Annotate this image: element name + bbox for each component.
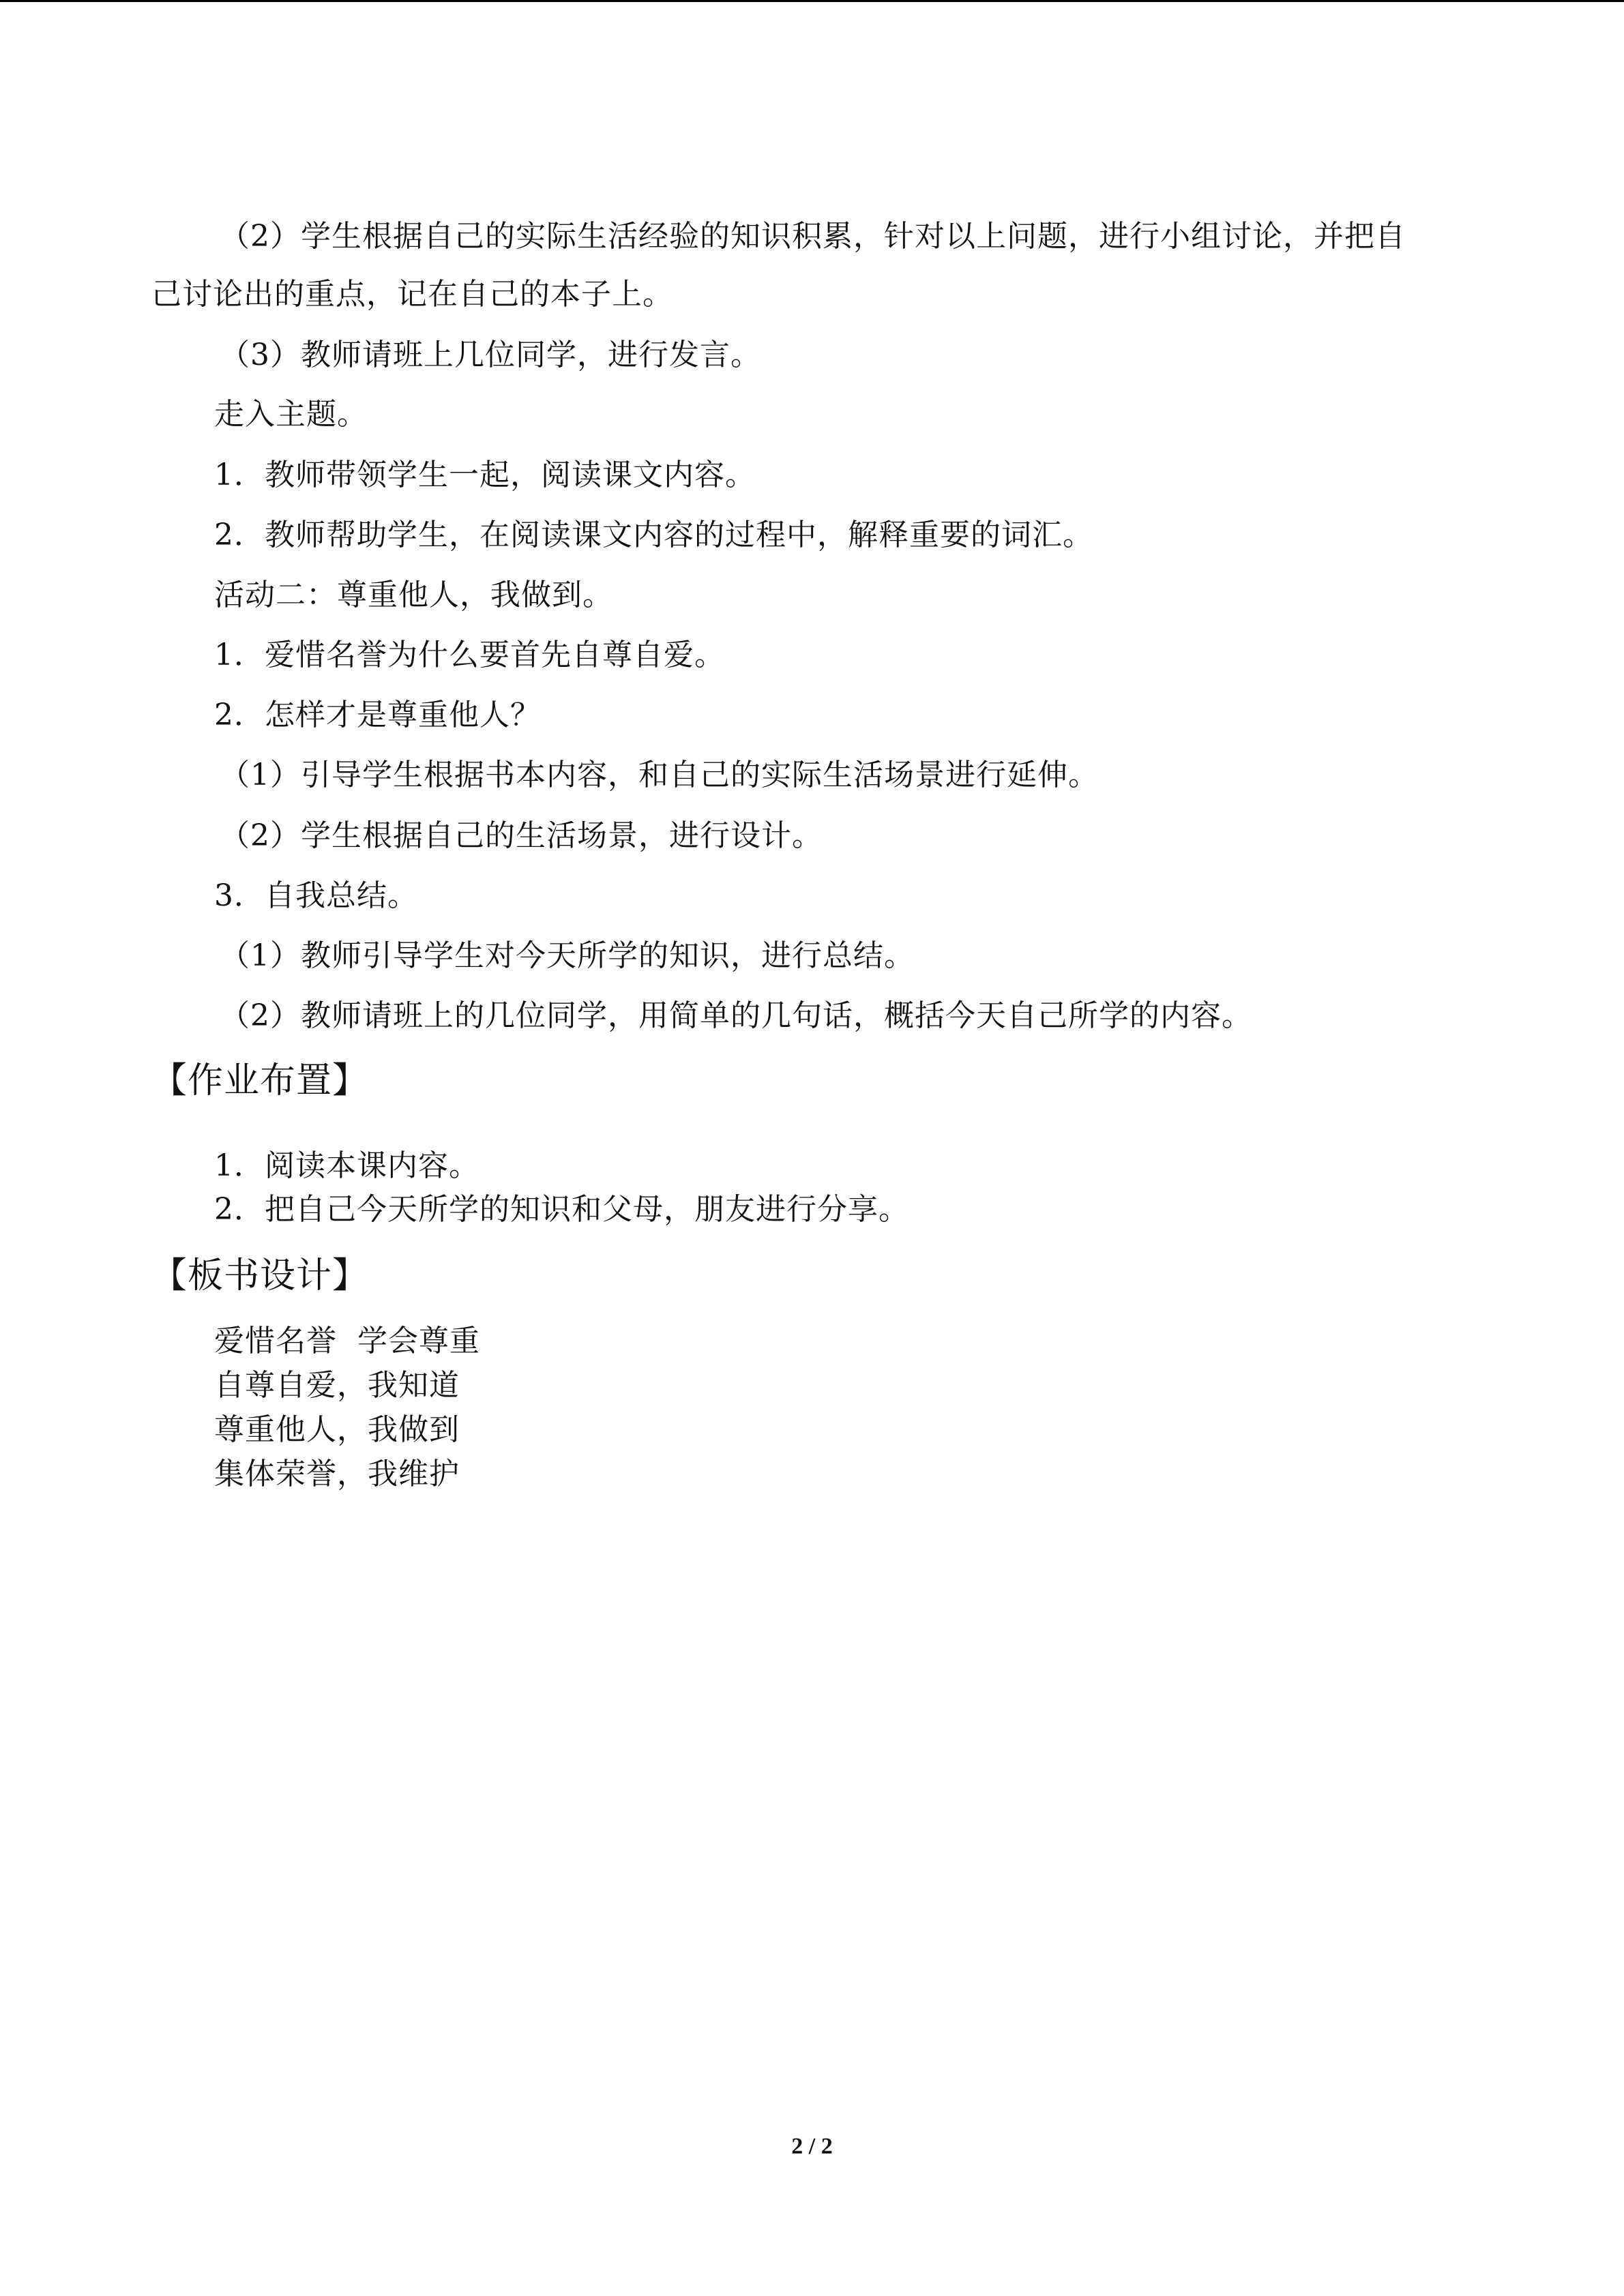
- paragraph-explain-vocabulary: 2．教师帮助学生，在阅读课文内容的过程中，解释重要的词汇。: [214, 518, 1093, 552]
- board-design-heading: 【板书设计】: [151, 1255, 369, 1296]
- paragraph-activity-two: 活动二：尊重他人，我做到。: [214, 578, 613, 612]
- homework-item: 1．阅读本课内容。: [214, 1148, 479, 1183]
- paragraph-substep-2: （2）学生根据自己的生活场景，进行设计。: [220, 818, 823, 853]
- board-line: 自尊自爱，我知道: [214, 1368, 460, 1403]
- paragraph-summary-2: （2）教师请班上的几位同学，用简单的几句话，概括今天自己所学的内容。: [220, 998, 1252, 1033]
- homework-item: 2．把自己今天所学的知识和父母，朋友进行分享。: [214, 1192, 909, 1227]
- paragraph-substep-1: （1）引导学生根据书本内容，和自己的实际生活场景进行延伸。: [220, 758, 1099, 792]
- paragraph-self-summary: 3．自我总结。: [214, 878, 418, 913]
- paragraph-step-2: （2）学生根据自己的实际生活经验的知识积累，针对以上问题，进行小组讨论，并把自: [220, 219, 1406, 254]
- board-line: 爱惜名誉 学会尊重: [214, 1324, 480, 1358]
- paragraph-question-1: 1．爱惜名誉为什么要首先自尊自爱。: [214, 638, 725, 672]
- paragraph-step-3: （3）教师请班上几位同学，进行发言。: [220, 338, 761, 372]
- page-number: 2 / 2: [791, 2134, 833, 2159]
- paragraph-read-text: 1．教师带领学生一起，阅读课文内容。: [214, 458, 756, 492]
- board-line: 集体荣誉，我维护: [214, 1457, 460, 1491]
- paragraph-summary-1: （1）教师引导学生对今天所学的知识，进行总结。: [220, 938, 915, 973]
- paragraph-step-2-continued: 己讨论出的重点，记在自己的本子上。: [151, 277, 673, 312]
- board-line: 尊重他人，我做到: [214, 1412, 460, 1447]
- homework-heading: 【作业布置】: [151, 1060, 369, 1101]
- paragraph-enter-topic: 走入主题。: [214, 397, 368, 432]
- paragraph-question-2: 2．怎样才是尊重他人？: [214, 698, 541, 732]
